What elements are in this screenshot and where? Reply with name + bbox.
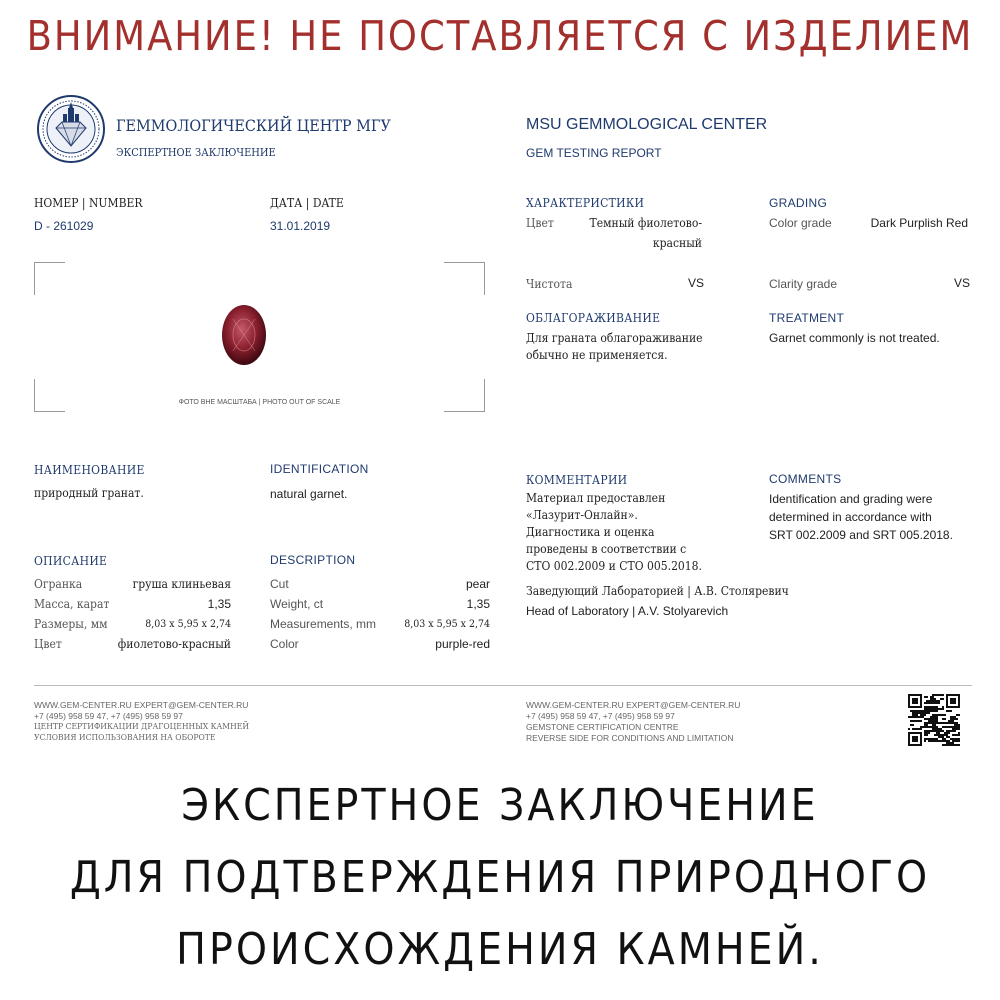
treatment-en-text: Garnet commonly is not treated. [769, 331, 940, 345]
footer-line: +7 (495) 958 59 47, +7 (495) 958 59 97 [526, 711, 675, 721]
ru-color-row-label: Цвет [34, 637, 62, 651]
en-weight-label: Weight, ct [270, 597, 324, 611]
footer-right [526, 700, 740, 744]
ru-weight-label: Масса, карат [34, 597, 110, 611]
ru-color-row-value: фиолетово-красный [117, 637, 231, 651]
ru-weight-value: 1,35 [207, 597, 231, 611]
treatment-ru-text-2: обычно не применяется. [526, 348, 668, 362]
footer-line: GEMSTONE CERTIFICATION CENTRE [526, 722, 679, 732]
identification-ru-value: природный гранат. [34, 486, 144, 500]
ru-color-value-1: Темный фиолетово- [589, 216, 702, 230]
comments-ru-heading: КОММЕНТАРИИ [526, 473, 628, 487]
identification-en-value: natural garnet. [270, 487, 348, 501]
comments-en-line: determined in accordance with [769, 510, 932, 524]
grading-heading: GRADING [769, 196, 828, 210]
msu-emblem-icon [36, 94, 106, 164]
number-label: НОМЕР | NUMBER [34, 196, 143, 210]
en-color-row-value: purple-red [435, 637, 490, 651]
ru-clarity-label: Чистота [526, 277, 573, 291]
date-value: 31.01.2019 [270, 219, 331, 233]
treatment-en-heading: TREATMENT [769, 311, 845, 325]
en-color-value: Dark Purplish Red [870, 216, 968, 230]
en-color-row-label: Color [270, 637, 299, 651]
photo-frame [34, 262, 485, 412]
footer-divider [34, 685, 972, 686]
ru-measurements-value: 8,03 x 5,95 x 2,74 [145, 618, 231, 630]
ru-color-label: Цвет [526, 216, 554, 230]
number-value: D - 261029 [34, 219, 94, 233]
identification-ru-heading: НАИМЕНОВАНИЕ [34, 463, 145, 477]
bottom-text-line-1: ЭКСПЕРТНОЕ ЗАКЛЮЧЕНИЕ [181, 780, 819, 831]
photo-caption: ФОТО ВНЕ МАСШТАБА | PHOTO OUT OF SCALE [178, 399, 341, 406]
comments-en-line: Identification and grading were [769, 492, 933, 506]
footer-left [34, 700, 249, 744]
en-measurements-value: 8,03 x 5,95 x 2,74 [404, 618, 490, 630]
comments-ru-line: СТО 002.2009 и СТО 005.2018. [526, 559, 702, 573]
ru-color-value-2: красный [652, 236, 702, 250]
gemstone-image [221, 304, 267, 366]
comments-ru-line: «Лазурит-Онлайн». [526, 508, 638, 522]
footer-line: УСЛОВИЯ ИСПОЛЬЗОВАНИЯ НА ОБОРОТЕ [34, 733, 216, 743]
footer-line: WWW.GEM-CENTER.RU EXPERT@GEM-CENTER.RU [526, 700, 741, 710]
treatment-ru-heading: ОБЛАГОРАЖИВАНИЕ [526, 311, 661, 325]
footer-line: ЦЕНТР СЕРТИФИКАЦИИ ДРАГОЦЕННЫХ КАМНЕЙ [34, 722, 250, 732]
warning-banner: ВНИМАНИЕ! НЕ ПОСТАВЛЯЕТСЯ С ИЗДЕЛИЕМ [26, 12, 974, 60]
en-measurements-label: Measurements, mm [270, 617, 377, 631]
qr-code-icon [908, 694, 960, 746]
en-clarity-label: Clarity grade [769, 277, 838, 291]
bottom-text-line-2: ДЛЯ ПОДТВЕРЖДЕНИЯ ПРИРОДНОГО [69, 852, 931, 903]
characteristics-heading: ХАРАКТЕРИСТИКИ [526, 196, 645, 210]
en-clarity-value: VS [953, 276, 970, 290]
footer-line: +7 (495) 958 59 47, +7 (495) 958 59 97 [34, 711, 183, 721]
comments-ru-line: Диагностика и оценка [526, 525, 655, 539]
footer-line: WWW.GEM-CENTER.RU EXPERT@GEM-CENTER.RU [34, 700, 249, 710]
en-cut-value: pear [465, 577, 490, 591]
ru-measurements-label: Размеры, мм [34, 617, 108, 631]
header-en-title: MSU GEMMOLOGICAL CENTER [526, 116, 768, 133]
ru-cut-label: Огранка [34, 577, 83, 591]
date-label: ДАТА | DATE [270, 196, 344, 210]
en-cut-label: Cut [270, 577, 289, 591]
treatment-ru-text-1: Для граната облагораживание [526, 331, 703, 345]
ru-clarity-value: VS [687, 276, 704, 290]
comments-en-heading: COMMENTS [769, 472, 842, 486]
signature-en: Head of Laboratory | A.V. Stolyarevich [526, 604, 729, 618]
footer-line: REVERSE SIDE FOR CONDITIONS AND LIMITATION [526, 733, 734, 743]
signature-ru: Заведующий Лабораторией | А.В. Столяревич [526, 584, 789, 598]
ru-cut-value: груша клиньевая [132, 577, 231, 591]
header-ru-subtitle: ЭКСПЕРТНОЕ ЗАКЛЮЧЕНИЕ [116, 146, 276, 159]
description-ru-heading: ОПИСАНИЕ [34, 554, 108, 568]
en-color-label: Color grade [769, 216, 832, 230]
comments-en-line: SRT 002.2009 and SRT 005.2018. [769, 528, 953, 542]
en-weight-value: 1,35 [466, 597, 490, 611]
bottom-text-line-3: ПРОИСХОЖДЕНИЯ КАМНЕЙ. [176, 924, 824, 975]
header-ru-title: ГЕММОЛОГИЧЕСКИЙ ЦЕНТР МГУ [116, 116, 391, 135]
description-en-heading: DESCRIPTION [270, 553, 356, 567]
header-en-subtitle: GEM TESTING REPORT [526, 146, 662, 160]
comments-ru-line: проведены в соответствии с [526, 542, 687, 556]
comments-ru-line: Материал предоставлен [526, 491, 666, 505]
identification-en-heading: IDENTIFICATION [270, 462, 369, 476]
